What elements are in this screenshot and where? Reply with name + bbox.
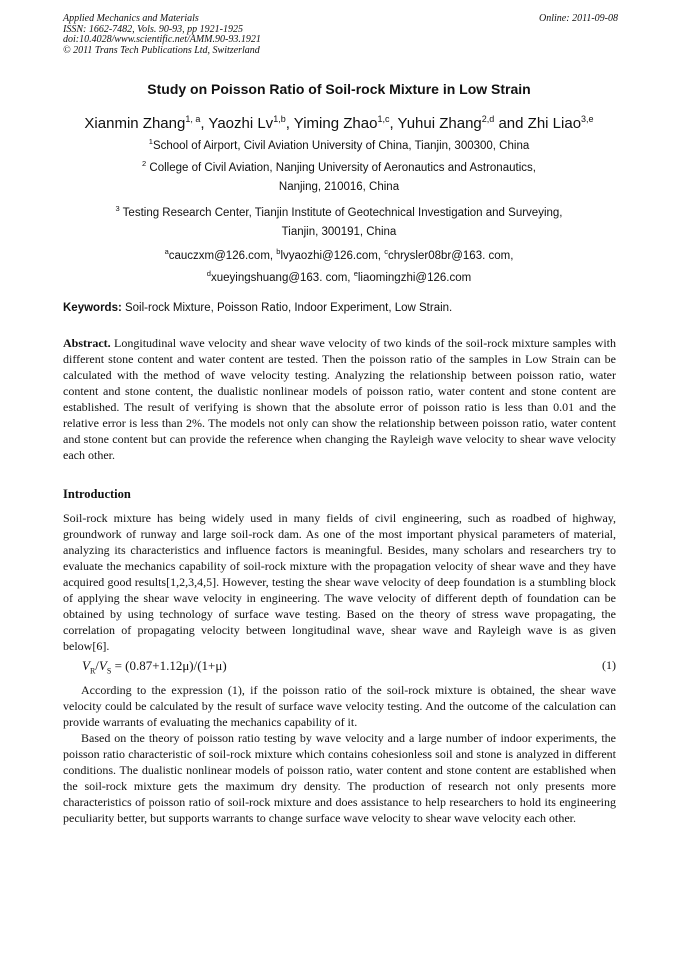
equation-rhs: = (0.87+1.12μ)/(1+μ) (111, 658, 227, 673)
email-line-2: $^d$xueyingshuang@163. com, $^e$liaomingzhi@126.com (206, 269, 472, 284)
section-heading-introduction: Introduction (63, 487, 131, 501)
intro-paragraph-2: According to the expression (1), if the poisson ratio of the soil-rock mixture is obtained, the shear wave velocity could be calculated by the result of surface wave velocity testing. And the outcome of the calculation can provide warrants of evaluating the mechanics capability of it. (63, 683, 616, 729)
author-name: Zhi Liao (527, 115, 582, 132)
journal-issn: ISSN: 1662-7482, Vols. 90-93, pp 1921-1925 (63, 23, 243, 35)
author-list (0, 114, 678, 132)
author-separator: , (200, 115, 209, 132)
affiliation-3: $^3$ Testing Research Center, Tianjin Institute of Geotechnical Investigation and Surveying, (115, 204, 563, 219)
author-email[interactable]: cauczxm@126.com, (168, 249, 277, 262)
journal-header (63, 14, 618, 56)
author-affiliation-mark: 1,b (273, 114, 286, 124)
online-date: Online: 2011-09-08 (539, 13, 618, 24)
affiliation-1: $^1$School of Airport, Civil Aviation University of China, Tianjin, 300300, China (148, 137, 530, 152)
author-name: Yaozhi Lv (208, 115, 274, 132)
equation-number: (1) (602, 658, 616, 672)
affiliation-2: $^2$ College of Civil Aviation, Nanjing University of Aeronautics and Astronautics, (142, 159, 536, 174)
equation-1: $V_R/V_S = (0.87+1.12\mu)/(1+\mu)$ (1) (82, 658, 616, 676)
author-affiliation-mark: 3,e (581, 114, 594, 124)
author-separator: and (494, 115, 528, 132)
journal-copyright: © 2011 Trans Tech Publications Ltd, Switzerland (63, 44, 260, 56)
journal-doi: doi:10.4028/www.scientific.net/AMM.90-93.1921 (63, 34, 261, 45)
author-affiliation-mark: 2,d (481, 114, 495, 124)
author-affiliation-mark: 1, a (185, 114, 201, 124)
author-separator: , (389, 115, 398, 132)
email-line-1: $^a$cauczxm@126.com, $^b$lvyaozhi@126.com, $^c$chrysler08br@163. com, (164, 247, 514, 262)
author-name: Yuhui Zhang (397, 115, 482, 132)
intro-paragraph-1: Soil-rock mixture has being widely used in many fields of civil engineering, such as roadbed of highway, groundwork of runway and large soil-rock dam. As one of the most important physical parameters of material, analyzing its characteristics and influence factors is meaningful. Besides, many scholars and researchers try to evaluate the mechanics capability of soil-rock mixture with the propagation velocity of shear wave and they have acquired good results[1,2,3,4,5]. However, testing the shear wave velocity of deep foundation is a stumbling block of applying the shear wave velocity in engineering. The wave velocity of different depth of foundation can be obtained by using technology of surface wave testing. Based on the theory of stress wave propagating, the correlation of propagating velocity between longitudinal wave, shear wave and Rayleigh wave is as given below[6]. (63, 511, 616, 653)
abstract-label: Abstract. (63, 336, 111, 350)
author-affiliation-mark: 1,c (377, 114, 390, 124)
abstract (63, 335, 616, 463)
affiliation-3-city: Tianjin, 300191, China (281, 226, 397, 238)
keywords-label: Keywords: (63, 302, 122, 314)
author-email[interactable]: liaomingzhi@126.com (357, 271, 472, 284)
author-separator: , (285, 115, 294, 132)
author-email[interactable]: chrysler08br@163. com, (387, 249, 514, 262)
abstract-text: Longitudinal wave velocity and shear wave velocity of two kinds of the soil-rock mixture samples with different stone content and water content are tested. Then the poisson ratio of the samples in Low Strain can be calculated with the method of wave velocity testing. Analyzing the relationship between poisson ratio, water content and stone content, the dualistic nonlinear models of poisson ratio, water content and stone content are established. The result of verifying is shown that the absolute error of poisson ratio is less than 0.01 and the relative error is less than 2%. The models not only can show the relationship between poisson ratio, water content and stone content but can provide the reference when changing the Rayleigh wave velocity to shear wave velocity each other. (63, 336, 616, 462)
affiliation-2-city: Nanjing, 210016, China (278, 181, 400, 193)
keywords-text: Soil-rock Mixture, Poisson Ratio, Indoor Experiment, Low Strain. (121, 302, 453, 314)
author-name: Yiming Zhao (293, 115, 378, 132)
keywords (63, 302, 618, 314)
intro-paragraph-3: Based on the theory of poisson ratio testing by wave velocity and a large number of indoor experiments, the poisson ratio characteristic of soil-rock mixture which contains cohesionless soil and stone is analyzed in different conditions. The dualistic nonlinear models of poisson ratio, water content and stone content are established when the soil-rock mixture gets the maximum dry density. The production of research not only presents more characteristics of poisson ratio of soil-rock mixture and does assistance to help researchers to hold its engineering peculiarity better, but supports warrants to change surface wave velocity to shear wave velocity each other. (63, 731, 616, 825)
author-email[interactable]: lvyaozhi@126.com, (280, 249, 385, 262)
author-email[interactable]: xueyingshuang@163. com, (210, 271, 354, 284)
paper-title: Study on Poisson Ratio of Soil-rock Mixture in Low Strain (147, 81, 531, 97)
journal-name: Applied Mechanics and Materials (63, 13, 199, 24)
author-name: Xianmin Zhang (84, 115, 186, 132)
